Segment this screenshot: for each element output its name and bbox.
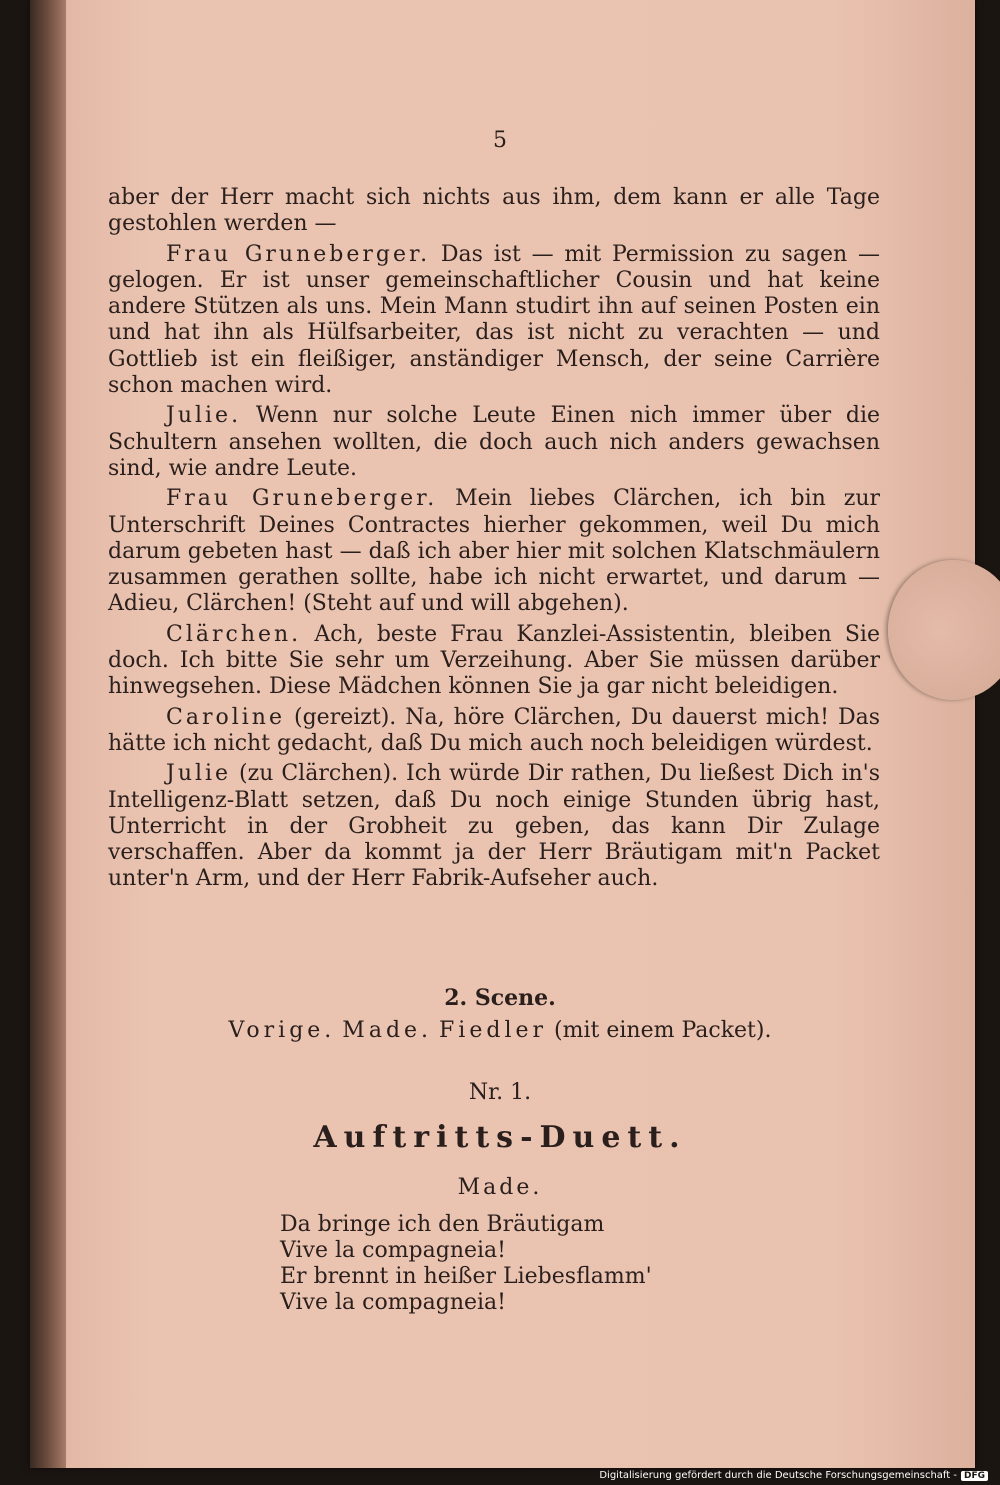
paragraph-text: Wenn nur solche Leute Einen nich immer über die Schultern ansehen wollten, die doch auch nich anders gewachsen sind, wie andre Leute. [108,403,880,481]
lyrics [280,1212,652,1316]
paragraph-text: aber der Herr macht sich nichts aus ihm, dem kann er alle Tage gestohlen werden — [108,185,880,237]
dfg-logo-icon: DFG [961,1471,988,1481]
paragraph [108,242,880,400]
lyric-line: Er brennt in heißer Liebesflamm' [280,1264,652,1289]
lyric-line: Vive la compagneia! [280,1238,507,1263]
footer-credit [599,1470,988,1481]
paragraph [108,622,880,701]
page-number: 5 [493,128,507,153]
paragraph [108,185,880,238]
paragraph [108,403,880,482]
speaker-label: Frau Gruneberger. [166,486,438,512]
lyric-line: Da bringe ich den Bräutigam [280,1212,605,1237]
paragraph [108,761,880,892]
cast-item: Vorige. [228,1018,336,1043]
speaker-label: Julie [166,761,232,787]
speaker-label: Caroline [166,704,285,730]
book-spine [30,0,66,1468]
cast-item: Made. [342,1018,433,1043]
lyric-line: Vive la compagneia! [280,1290,507,1315]
singer-label: Made. [457,1175,543,1200]
paragraph-text: (zu Clärchen). Ich würde Dir rathen, Du ließest Dich in's Intelligenz-Blatt setzen, daß Du noch einige Stunden übrig hast, Unterricht in der Grobheit zu geben, das kann Dir Zulage verschaffen. Aber da kommt ja der Herr Bräutigam mit'n Packet unter'n Arm, und der Herr Fabrik-Aufseher auch. [108,761,880,892]
body-text [108,185,880,897]
paragraph-text: (gereizt). Na, höre Clärchen, Du dauerst mich! Das hätte ich nicht gedacht, daß Du mich auch noch beleidigen würdest. [108,704,880,756]
song-number: Nr. 1. [468,1080,532,1105]
scene-heading: 2. Scene. [444,985,556,1011]
footer-text: Digitalisierung gefördert durch die Deutsche Forschungsgemeinschaft - [599,1470,957,1481]
speaker-label: Julie. [166,403,242,429]
speaker-label: Clärchen. [166,621,302,647]
cast-note: (mit einem Packet). [554,1018,772,1043]
speaker-label: Frau Gruneberger. [166,241,431,267]
paragraph [108,486,880,617]
scene-cast [0,1018,1000,1043]
paragraph-text: Mein liebes Clärchen, ich bin zur Unterschrift Deines Contractes hierher gekommen, weil Du mich darum gebeten hast — daß ich aber hier mit solchen Klatschmäulern zusammen gerathen sollte, habe ich nicht erwartet, und darum — Adieu, Clärchen! (Steht auf und will abgehen). [108,486,881,617]
paragraph-text: Das ist — mit Permission zu sagen — gelogen. Er ist unser gemeinschaftlicher Cousin und hat keine andere Stützen als uns. Mein Mann studirt ihn auf seinen Posten ein und hat ihn als Hülfsarbeiter, das ist nicht zu verachten — und Gottlieb ist ein fleißiger, anständiger Mensch, der seine Carrière schon machen wird. [108,241,880,399]
paragraph [108,705,880,758]
cast-item: Fiedler [439,1018,548,1043]
song-title: Auftritts-Duett. [313,1120,687,1155]
paragraph-text: Ach, beste Frau Kanzlei-Assistentin, bleiben Sie doch. Ich bitte Sie sehr um Verzeihung. Aber Sie müssen darüber hinwegsehen. Diese Mädchen können Sie ja gar nicht beleidigen. [108,621,880,700]
